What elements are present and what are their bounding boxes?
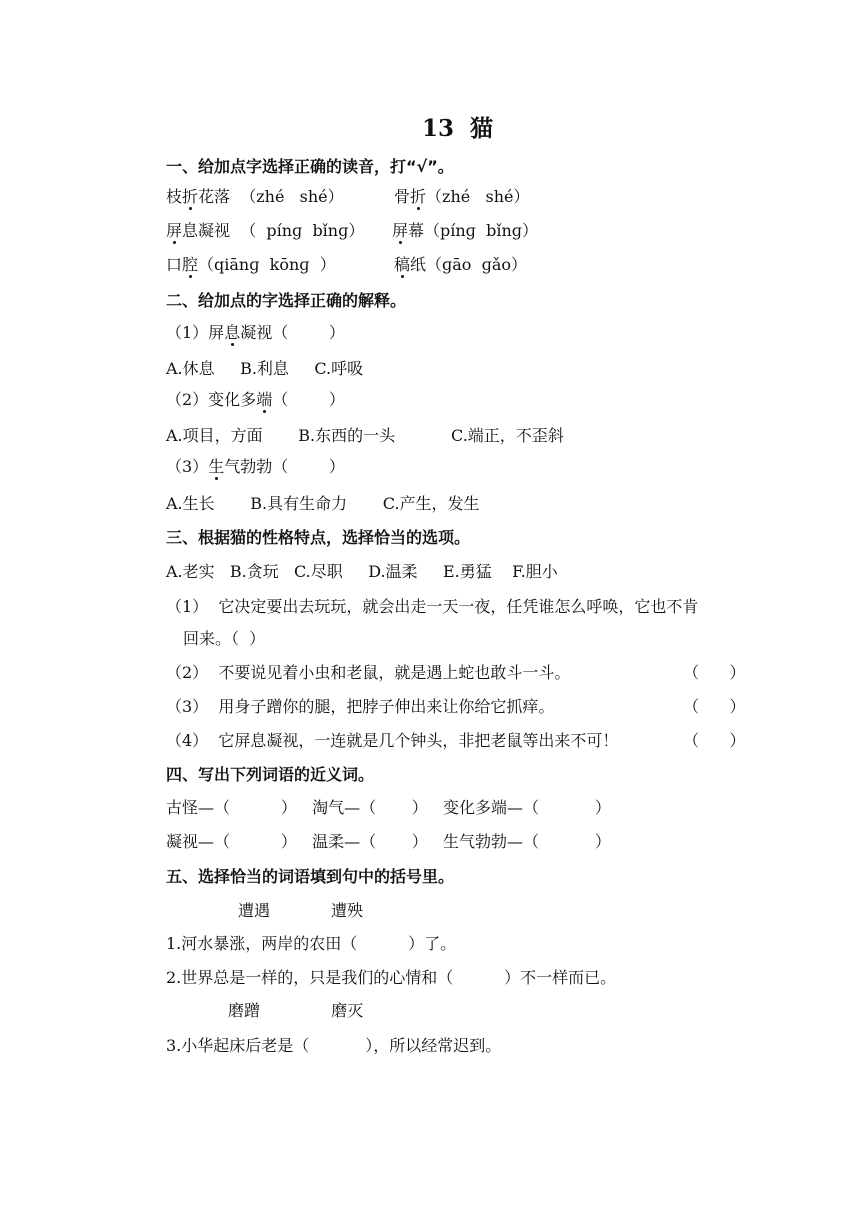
answer-bracket: （ ） — [683, 697, 746, 716]
synonym-row-1: 古怪—（ ） 淘气—（ ） 变化多端—（ ） — [166, 798, 611, 817]
trait-question-1-cont: 回来。（ ） — [183, 629, 266, 648]
options-1: A.休息 B.利息 C.呼吸 — [166, 359, 364, 378]
question-3: （3）生气勃勃（ ） — [166, 457, 345, 476]
pinyin-item: 骨折（zhé shé） — [394, 187, 530, 206]
word-choices-1: 遭遇 遭殃 — [238, 901, 364, 920]
pinyin-item: 屏息凝视 （ pínɡ bǐnɡ） — [166, 221, 365, 240]
section-5-heading: 五、选择恰当的词语填到句中的括号里。 — [166, 867, 455, 886]
section-2-heading: 二、给加点的字选择正确的解释。 — [166, 291, 407, 310]
pinyin-item: 枝折花落 （zhé shé） — [166, 187, 344, 206]
sentence-2: 2.世界总是一样的，只是我们的心情和（ ）不一样而已。 — [166, 968, 617, 987]
trait-question-3: （3） 用身子蹭你的腿，把脖子伸出来让你给它抓痒。 — [166, 697, 555, 716]
word-choices-2: 磨蹭 磨灭 — [228, 1001, 364, 1020]
trait-question-2: （2） 不要说见着小虫和老鼠，就是遇上蛇也敢斗一斗。 — [166, 663, 571, 682]
answer-bracket: （ ） — [683, 663, 746, 682]
sentence-3: 3.小华起床后老是（ ），所以经常迟到。 — [166, 1036, 502, 1055]
page-title: 13 猫 — [422, 115, 494, 142]
synonym-row-2: 凝视—（ ） 温柔—（ ） 生气勃勃—（ ） — [166, 832, 611, 851]
pinyin-item: 稿纸（ɡāo ɡǎo） — [394, 255, 528, 274]
section-3-heading: 三、根据猫的性格特点，选择恰当的选项。 — [166, 528, 471, 547]
options-2: A.项目，方面 B.东西的一头 C.端正，不歪斜 — [166, 426, 564, 445]
pinyin-item: 屏幕（pínɡ bǐnɡ） — [392, 221, 539, 240]
answer-bracket: （ ） — [683, 731, 746, 750]
question-1: （1）屏息凝视（ ） — [166, 323, 345, 342]
section-1-heading: 一、给加点字选择正确的读音，打“√”。 — [166, 157, 454, 176]
pinyin-item: 口腔（qiānɡ kōnɡ ） — [166, 255, 336, 274]
sentence-1: 1.河水暴涨，两岸的农田（ ）了。 — [166, 934, 457, 953]
options-3: A.生长 B.具有生命力 C.产生，发生 — [166, 494, 480, 513]
trait-options: A.老实 B.贪玩 C.尽职 D.温柔 E.勇猛 F.胆小 — [166, 562, 558, 581]
question-2: （2）变化多端（ ） — [166, 390, 345, 409]
section-4-heading: 四、写出下列词语的近义词。 — [166, 765, 375, 784]
trait-question-4: （4） 它屏息凝视，一连就是几个钟头，非把老鼠等出来不可！ — [166, 731, 619, 750]
trait-question-1: （1） 它决定要出去玩玩，就会出走一天一夜，任凭谁怎么呼唤，它也不肯 — [166, 597, 699, 616]
